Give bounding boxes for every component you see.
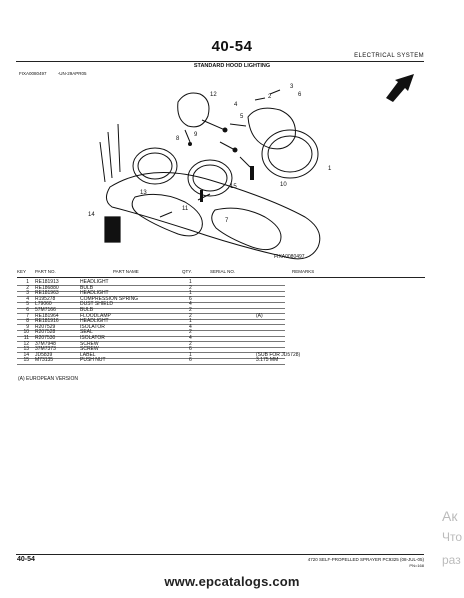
key-cell: 3	[26, 290, 29, 297]
key-cell: 10	[23, 329, 29, 336]
remarks-cell: (A)	[256, 312, 263, 319]
parts-header	[17, 269, 425, 276]
part-name-cell: HEADLIGHT	[80, 318, 109, 325]
figure-title: STANDARD HOOD LIGHTING	[193, 63, 271, 69]
callout-6: 6	[298, 92, 302, 98]
callout-1: 1	[328, 166, 332, 172]
part-name-cell: DUST SHIELD	[80, 301, 113, 308]
callout-8: 8	[176, 136, 180, 142]
part-no-cell: RE181964	[35, 312, 59, 319]
callout-13: 13	[140, 190, 147, 196]
parts-table	[17, 280, 425, 364]
direction-arrow-icon	[384, 72, 424, 102]
watermark-line-3: раз	[442, 553, 461, 567]
qty-cell: 6	[189, 295, 192, 302]
callout-7: 7	[225, 218, 229, 224]
part-no-cell: RE181916	[35, 318, 59, 325]
footer-sub: PN=168	[409, 563, 424, 568]
figure-code: -UN-29APR05	[57, 71, 87, 76]
part-name-cell: BULB	[80, 306, 94, 313]
key-cell: 13	[23, 346, 29, 353]
qty-cell: 1	[189, 351, 192, 358]
callout-4: 4	[234, 102, 238, 108]
remarks-cell: (SUB FOR JD5728)	[256, 351, 301, 358]
key-cell: 9	[26, 323, 29, 330]
key-cell: 12	[23, 340, 29, 347]
part-no-cell: RE181963	[35, 290, 59, 297]
part-no-cell: 57M7166	[35, 306, 56, 313]
bottom-rule	[16, 554, 424, 555]
callout-3: 3	[290, 84, 294, 90]
top-rule	[16, 61, 424, 62]
part-name-cell: PUSH NUT	[80, 357, 106, 364]
qty-cell: 1	[189, 290, 192, 297]
callout-15: 15	[230, 184, 237, 190]
part-name-cell: HEADLIGHT	[80, 290, 109, 297]
part-no-cell: R207528	[35, 329, 56, 336]
qty-cell: 2	[189, 312, 192, 319]
part-no-cell: 37M7948	[35, 340, 56, 347]
key-cell: 4	[26, 295, 29, 302]
exploded-lighting-diagram	[90, 82, 345, 268]
qty-cell: 4	[189, 334, 192, 341]
part-name-cell: COMPRESSION SPRING	[80, 295, 139, 302]
qty-cell: 4	[189, 323, 192, 330]
key-cell: 8	[26, 318, 29, 325]
qty-cell: 2	[189, 340, 192, 347]
site-url-link[interactable]: www.epcatalogs.com	[164, 574, 300, 589]
qty-cell: 6	[189, 357, 192, 364]
footer-publication-text: 4720 SELF-PROPELLED SPRAYER PC9325 (08-JUL-05)	[307, 557, 424, 562]
page-number: 40-54	[211, 38, 253, 55]
part-name-cell: LABEL	[80, 351, 96, 358]
footer-page-number: 40-54	[17, 556, 35, 563]
section-title: ELECTRICAL SYSTEM	[354, 53, 424, 59]
callout-12: 12	[210, 92, 217, 98]
qty-cell: 1	[189, 279, 192, 285]
figure-ids	[19, 71, 97, 76]
qty-cell: 2	[189, 284, 192, 291]
watermark-line-1: Ак	[442, 508, 458, 524]
callout-2: 2	[268, 94, 272, 100]
part-name-cell: BULB	[80, 284, 94, 291]
qty-cell: 1	[189, 318, 192, 325]
qty-cell: 2	[189, 306, 192, 313]
watermark-line-2: Что	[442, 530, 463, 544]
footnote: (A) EUROPEAN VERSION	[18, 376, 79, 382]
figure-caption: FIXA0080497	[274, 254, 305, 260]
part-name-cell: FLOODLAMP	[80, 312, 111, 319]
key-cell: 1	[26, 279, 29, 285]
callout-11: 11	[182, 206, 189, 212]
callout-5: 5	[240, 114, 244, 120]
part-no-cell: RE186880	[35, 284, 59, 291]
column-remarks: REMARKS	[292, 269, 315, 274]
header-rule	[17, 277, 425, 278]
figure-id: FIXA0080497	[19, 71, 47, 76]
key-cell: 2	[26, 284, 29, 291]
key-cell: 7	[26, 312, 29, 319]
callout-14: 14	[88, 212, 95, 218]
remarks-cell: 3.175 MM	[256, 357, 279, 364]
part-name-cell: ISOLATOR	[80, 323, 105, 330]
callout-10: 10	[280, 182, 287, 188]
part-no-cell: M73135	[35, 357, 54, 364]
part-name-cell: HEADLIGHT	[80, 279, 109, 285]
part-no-cell: RE181913	[35, 279, 59, 285]
column-part-name: PART NAME	[113, 269, 139, 274]
part-no-cell: R207529	[35, 323, 56, 330]
footer-publication	[308, 557, 424, 568]
part-name-cell: SCREW	[80, 340, 99, 347]
row-divider	[17, 364, 285, 365]
part-no-cell: 37M7373	[35, 346, 56, 353]
table-row	[17, 358, 425, 364]
part-no-cell: R207530	[35, 334, 56, 341]
column-part-no: PART NO.	[35, 269, 56, 274]
key-cell: 15	[23, 357, 29, 364]
part-no-cell: R195278	[35, 295, 56, 302]
qty-cell: 4	[189, 301, 192, 308]
callout-9: 9	[194, 132, 198, 138]
part-name-cell: ISOLATOR	[80, 334, 105, 341]
key-cell: 5	[26, 301, 29, 308]
column-serial-no: SERIAL NO.	[210, 269, 236, 274]
part-name-cell: SCREW	[80, 346, 99, 353]
column-key: KEY	[17, 269, 27, 274]
qty-cell: 6	[189, 346, 192, 353]
column-qty: QTY.	[182, 269, 192, 274]
part-name-cell: SEAL	[80, 329, 93, 336]
key-cell: 6	[26, 306, 29, 313]
key-cell: 14	[23, 351, 29, 358]
part-no-cell: L79060	[35, 301, 52, 308]
qty-cell: 2	[189, 329, 192, 336]
key-cell: 11	[23, 334, 29, 341]
part-no-cell: JD5839	[35, 351, 53, 358]
